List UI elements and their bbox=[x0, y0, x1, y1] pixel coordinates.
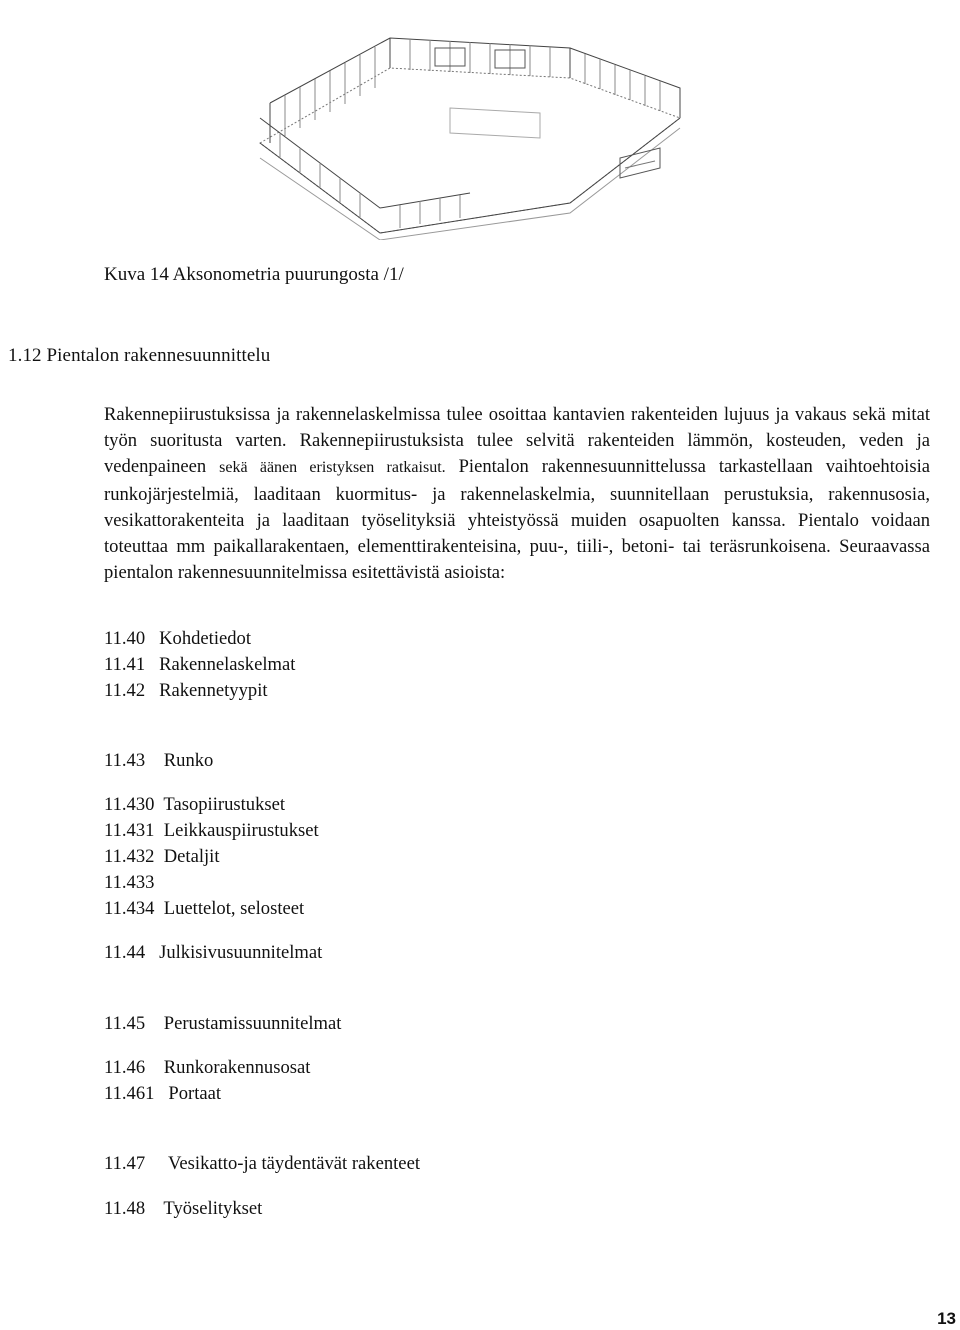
body-text-small: sekä äänen eristyksen ratkaisut. bbox=[219, 459, 446, 477]
toc-item: 11.42 Rakennetyypit bbox=[104, 680, 268, 701]
toc-group-2 bbox=[104, 748, 213, 774]
toc-group-6 bbox=[104, 1055, 310, 1107]
toc-item: 11.40 Kohdetiedot bbox=[104, 628, 252, 649]
toc-group-3 bbox=[104, 792, 319, 922]
page-number: 13 bbox=[937, 1309, 956, 1328]
toc-item: 11.431 Leikkauspiirustukset bbox=[104, 820, 319, 841]
toc-item: 11.44 Julkisivusuunnitelmat bbox=[104, 942, 323, 963]
body-paragraph bbox=[104, 402, 930, 586]
timber-frame-drawing bbox=[240, 8, 720, 240]
timber-frame-axonometric-figure bbox=[240, 8, 720, 240]
body-text-2: Pientalon rakennesuunnittelussa tarkastellaan vaihtoehtoisia runkojärjestelmiä, laaditaan kuormitus- ja rakennelaskelmia, suunnitellaan perustuksia, rakennusosia, vesikattorakenteita ja laaditaan työselityksiä yhteistyössä muiden osapuolten kanssa. Pientalo voidaan toteuttaa mm paikallarakentaen, elementtirakenteisina, puu-, tiili-, betoni- tai teräsrunkoisena. Seuraavassa pientalon rakennesuunnitelmissa esitettävistä asioista: bbox=[104, 456, 930, 584]
toc-item: 11.48 Työselitykset bbox=[104, 1198, 263, 1219]
toc-item: 11.47 Vesikatto-ja täydentävät rakenteet bbox=[104, 1153, 420, 1174]
toc-item: 11.43 Runko bbox=[104, 750, 214, 771]
body-text-1: Rakennepiirustuksissa ja rakennelaskelmissa tulee osoittaa kantavien rakenteiden lujuus ja vakaus sekä mitat työn suoritusta varten. Rakennepiirustuksista tulee selvitä rakenteiden lämmön, kosteuden, veden ja vedenpaineen bbox=[104, 404, 930, 478]
toc-group-8 bbox=[104, 1196, 262, 1222]
toc-group-7 bbox=[104, 1151, 420, 1177]
toc-group-5 bbox=[104, 1011, 341, 1037]
toc-item: 11.432 Detaljit bbox=[104, 846, 220, 867]
toc-group-1 bbox=[104, 626, 295, 704]
toc-item: 11.46 Runkorakennusosat bbox=[104, 1057, 311, 1078]
toc-group-4 bbox=[104, 940, 322, 966]
toc-item: 11.433 bbox=[104, 872, 155, 893]
section-heading: 1.12 Pientalon rakennesuunnittelu bbox=[8, 345, 271, 366]
toc-item: 11.461 Portaat bbox=[104, 1083, 222, 1104]
figure-caption: Kuva 14 Aksonometria puurungosta /1/ bbox=[104, 264, 404, 285]
toc-item: 11.41 Rakennelaskelmat bbox=[104, 654, 296, 675]
toc-item: 11.430 Tasopiirustukset bbox=[104, 794, 286, 815]
toc-item: 11.45 Perustamissuunnitelmat bbox=[104, 1013, 342, 1034]
toc-item: 11.434 Luettelot, selosteet bbox=[104, 898, 305, 919]
